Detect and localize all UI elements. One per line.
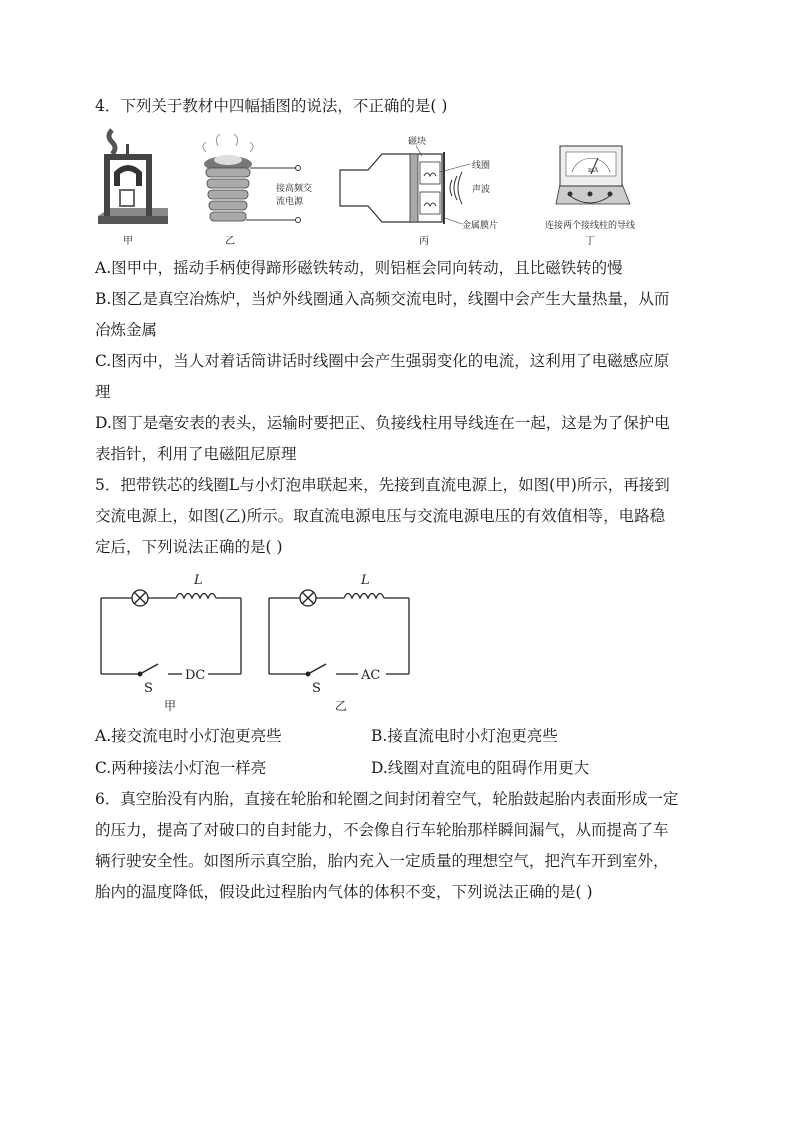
figure-c-film-label: 金属膜片 [462, 221, 499, 231]
circuit-a [101, 590, 241, 676]
q4-option-d-line1: D.图丁是毫安表的表头，运输时要把正、负接线柱用导线连在一起，这是为了保护电 [95, 414, 670, 432]
q5-circuits [96, 568, 416, 716]
circuit-a-caption: 甲 [164, 699, 177, 713]
switch-b [308, 664, 326, 674]
figure-c-caption: 丙 [419, 236, 429, 247]
circuit-b-source-label: AC [361, 668, 381, 683]
q5-stem-line3: 定后，下列说法正确的是( ) [95, 538, 283, 556]
circuit-a-switch-label: S [144, 681, 153, 696]
inductor-a [176, 594, 216, 599]
circuit-b [269, 590, 409, 676]
q4-option-d-line2: 表指针，利用了电磁阻尼原理 [95, 445, 297, 463]
q5-stem-line1: 5．把带铁芯的线圈L与小灯泡串联起来，先接到直流电源上，如图(甲)所示，再接到 [95, 476, 670, 494]
figure-d-caption-text: 连接两个接线柱的导线 [544, 221, 636, 231]
q5-option-d: D.线圈对直流电的阻碍作用更大 [371, 759, 590, 777]
q5-option-b: B.接直流电时小灯泡更亮些 [371, 727, 558, 745]
q5-stem-line2: 交流电源上，如图(乙)所示。取直流电源电压与交流电源电压的有效值相等，电路稳 [95, 507, 666, 525]
inductor-b [344, 594, 384, 599]
q6-stem-line4: 胎内的温度降低，假设此过程胎内气体的体积不变，下列说法正确的是( ) [95, 883, 593, 901]
figure-a-magnet-apparatus [98, 130, 168, 247]
q4-option-a: A.图甲中，摇动手柄使得蹄形磁铁转动，则铝框会同向转动，且比磁铁转的慢 [95, 259, 623, 277]
figure-b-induction-furnace [203, 134, 312, 247]
figure-b-caption: 乙 [225, 236, 235, 247]
q5-option-a: A.接交流电时小灯泡更亮些 [95, 727, 282, 745]
switch-a [140, 664, 158, 674]
figure-c-magnet-label: 磁块 [408, 137, 427, 147]
q6-stem-line2: 的压力，提高了对破口的自封能力，不会像自行车轮胎那样瞬间漏气，从而提高了车 [95, 821, 669, 839]
circuit-b-switch-label: S [312, 681, 321, 696]
q6-stem-line1: 6．真空胎没有内胎，直接在轮胎和轮圈之间封闭着空气，轮胎鼓起胎内表面形成一定 [95, 790, 679, 808]
q4-option-b-line2: 冶炼金属 [95, 321, 158, 339]
q4-option-c-line2: 理 [95, 383, 111, 401]
q4-figures [90, 124, 670, 254]
circuit-a-inductor-label: L [194, 573, 203, 588]
figure-d-meter-unit: mA [588, 167, 599, 174]
figure-c-coil-label: 线圈 [472, 161, 491, 171]
circuit-b-inductor-label: L [361, 573, 370, 588]
q4-option-c-line1: C.图丙中，当人对着话筒讲话时线圈中会产生强弱变化的电流，这利用了电磁感应原 [95, 352, 670, 370]
figure-b-power-label-1: 接高频交 [276, 184, 313, 194]
figure-c-microphone [340, 135, 498, 247]
q4-option-b-line1: B.图乙是真空冶炼炉，当炉外线圈通入高频交流电时，线圈中会产生大量热量，从而 [95, 290, 670, 308]
figure-a-caption: 甲 [123, 236, 133, 247]
circuit-a-source-label: DC [185, 668, 206, 683]
q5-option-c: C.两种接法小灯泡一样亮 [95, 759, 267, 777]
figure-b-power-label-2: 流电源 [276, 197, 304, 207]
figure-d-milliammeter [545, 146, 635, 247]
q6-stem-line3: 辆行驶安全性。如图所示真空胎，胎内充入一定质量的理想空气，把汽车开到室外， [95, 852, 669, 870]
circuit-b-caption: 乙 [335, 699, 348, 713]
q4-stem: 4．下列关于教材中四幅插图的说法，不正确的是( ) [95, 97, 448, 115]
figure-c-sound-label: 声波 [472, 185, 491, 195]
figure-d-caption: 丁 [585, 236, 595, 247]
